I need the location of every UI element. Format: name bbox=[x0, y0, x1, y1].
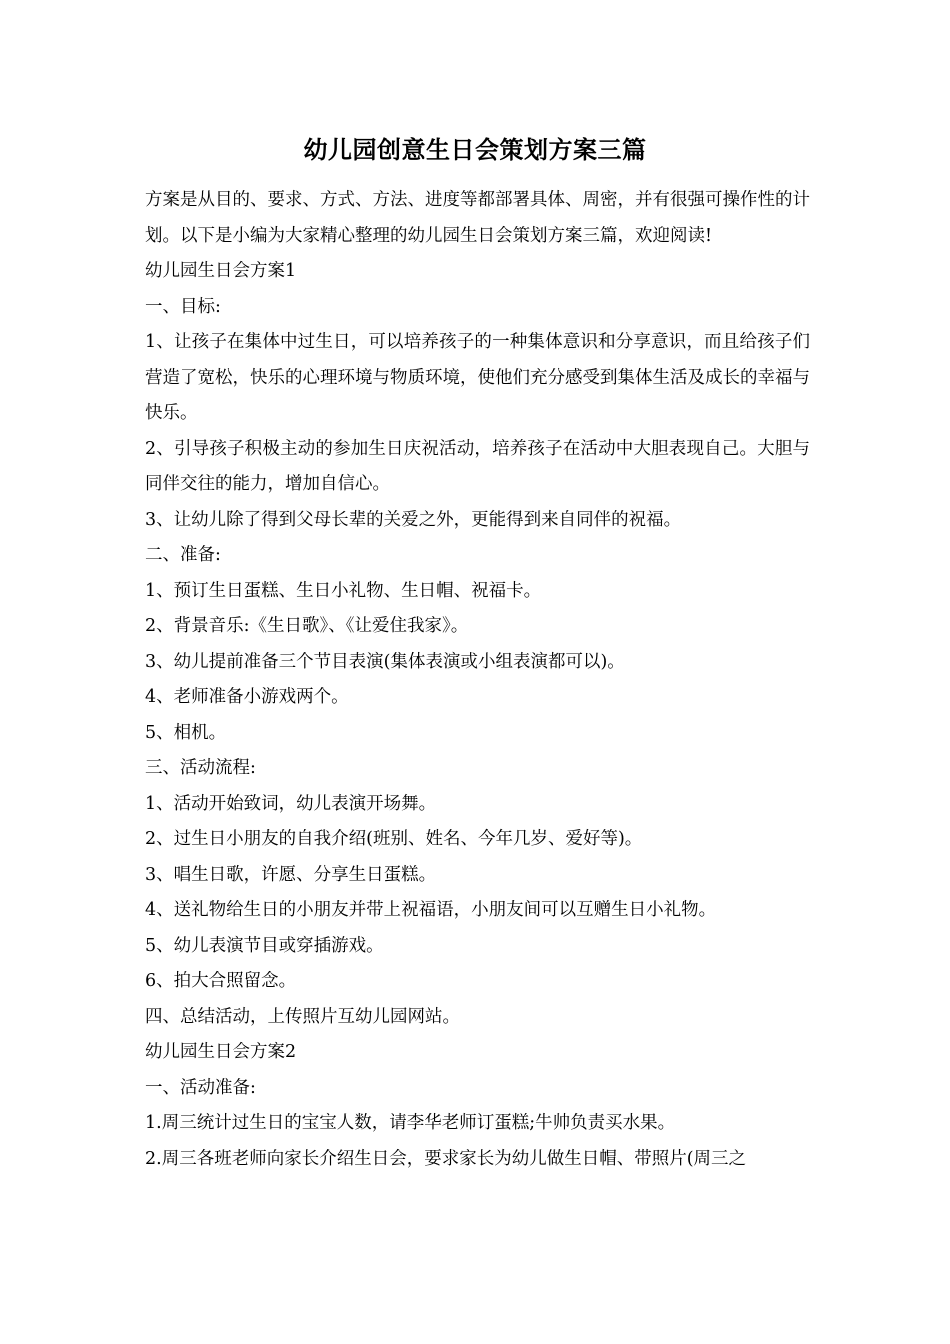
activity-prep-item-2: 2.周三各班老师向家长介绍生日会，要求家长为幼儿做生日帽、带照片(周三之 bbox=[145, 1148, 747, 1169]
subheading-process: 三、活动流程: bbox=[145, 758, 256, 778]
activity-prep-item-1: 1.周三统计过生日的宝宝人数，请李华老师订蛋糕;牛帅负责买水果。 bbox=[145, 1113, 676, 1133]
process-item-1: 1、活动开始致词，幼儿表演开场舞。 bbox=[145, 793, 437, 814]
process-item-6: 6、拍大合照留念。 bbox=[145, 971, 297, 991]
goal-item-3: 3、让幼儿除了得到父母长辈的关爱之外，更能得到来自同伴的祝福。 bbox=[145, 509, 682, 530]
prep-item-1: 1、预订生日蛋糕、生日小礼物、生日帽、祝福卡。 bbox=[145, 580, 542, 601]
section-heading-plan-1: 幼儿园生日会方案1 bbox=[145, 261, 297, 281]
prep-item-2: 2、背景音乐:《生日歌》、《让爱住我家》。 bbox=[145, 616, 469, 636]
goal-item-1: 1、让孩子在集体中过生日，可以培养孩子的一种集体意识和分享意识，而且给孩子们营造了宽松，快乐的心理环境与物质环境，使他们充分感受到集体生活及成长的幸福与快乐。 bbox=[145, 332, 810, 423]
prep-item-3: 3、幼儿提前准备三个节目表演(集体表演或小组表演都可以)。 bbox=[145, 651, 625, 672]
process-item-3: 3、唱生日歌，许愿、分享生日蛋糕。 bbox=[145, 864, 437, 885]
subheading-goals: 一、目标: bbox=[145, 296, 221, 317]
goal-item-2: 2、引导孩子积极主动的参加生日庆祝活动，培养孩子在活动中大胆表现自己。大胆与同伴交往的能力，增加自信心。 bbox=[145, 438, 810, 494]
prep-item-4: 4、老师准备小游戏两个。 bbox=[145, 687, 349, 707]
subheading-summary: 四、总结活动，上传照片互幼儿园网站。 bbox=[145, 1006, 460, 1027]
intro-paragraph: 方案是从目的、要求、方式、方法、进度等都部署具体、周密，并有很强可操作性的计划。以下是小编为大家精心整理的幼儿园生日会策划方案三篇，欢迎阅读! bbox=[145, 190, 810, 246]
document-body bbox=[145, 183, 810, 1177]
document-title: 幼儿园创意生日会策划方案三篇 bbox=[303, 135, 647, 164]
process-item-2: 2、过生日小朋友的自我介绍(班别、姓名、今年几岁、爱好等)。 bbox=[145, 829, 643, 849]
process-item-5: 5、幼儿表演节目或穿插游戏。 bbox=[145, 935, 384, 956]
process-item-4: 4、送礼物给生日的小朋友并带上祝福语，小朋友间可以互赠生日小礼物。 bbox=[145, 900, 717, 920]
prep-item-5: 5、相机。 bbox=[145, 722, 227, 743]
subheading-preparation: 二、准备: bbox=[145, 545, 221, 565]
subheading-activity-prep: 一、活动准备: bbox=[145, 1077, 256, 1098]
section-heading-plan-2: 幼儿园生日会方案2 bbox=[145, 1042, 297, 1062]
